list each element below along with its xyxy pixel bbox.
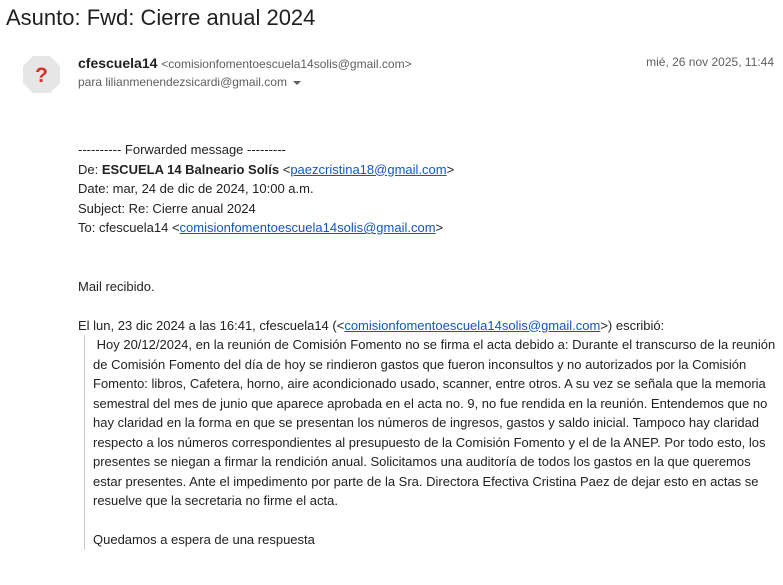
quote-line: respecto a los números correspondientes al presupuesto de la Comisión Fomento y el de la ANEP. Por todo esto, los xyxy=(93,434,766,450)
email-body xyxy=(78,140,778,550)
to-email-link[interactable]: comisionfomentoescuela14solis@gmail.com xyxy=(179,220,436,235)
quote-closing: Quedamos a espera de una respuesta xyxy=(93,532,315,547)
to-suffix: > xyxy=(435,220,444,235)
sender-line xyxy=(78,55,412,71)
forwarded-header: ---------- Forwarded message --------- xyxy=(78,142,286,157)
from-name: ESCUELA 14 Balneario Solís xyxy=(101,161,280,177)
quote-intro xyxy=(78,316,778,336)
email-date: mié, 26 nov 2025, 11:44 xyxy=(646,55,774,69)
quote-line: estar presentes. Ante el impedimento por parte de la Sra. Directora Efectiva Cristina Paez de dejar esto en actas se xyxy=(93,473,759,489)
forwarded-subject: Subject: Re: Cierre anual 2024 xyxy=(78,200,256,216)
to-prefix: To: cfescuela14 < xyxy=(78,220,180,235)
forwarded-date: Date: mar, 24 de dic de 2024, 10:00 a.m. xyxy=(78,181,314,196)
from-email-link[interactable]: paezcristina18@gmail.com xyxy=(290,161,447,177)
quote-line: resuelve que la secretaria no firme el acta. xyxy=(93,493,338,508)
quote-line: semestral del mes de junio que aparece aprobada en el acta no. 9, no fue rendida en la reunión. Entendemos que no xyxy=(93,395,768,411)
quote-line: Fomento: libros, Cafetera, horno, aire acondicionado usado, scanner, entre otros. A su vez se señala que la memoria xyxy=(93,376,766,391)
quote-intro-suffix: >) escribió: xyxy=(600,317,665,333)
from-email-open: < xyxy=(279,161,291,177)
show-details-dropdown-icon[interactable] xyxy=(293,81,301,85)
recipient-text: para lilianmenendezsicardi@gmail.com xyxy=(78,75,287,89)
svg-text:?: ? xyxy=(35,64,48,87)
forwarded-from xyxy=(78,160,778,180)
quote-line: de Comisión Fomento del día de hoy se rindieron gastos que fueron inconsultos y no autorizados por la Comisión xyxy=(93,356,747,372)
quote-line: presentes se niegan a firmar la rendición anual. Solicitamos una auditoría de todos los gastos en la que queremos xyxy=(93,454,751,469)
sender-avatar[interactable] xyxy=(22,55,61,94)
from-email-close: > xyxy=(446,161,455,177)
quote-line: Hoy 20/12/2024, en la reunión de Comisión Fomento no se firma el acta debido a: Durante el transcurso de la reunión xyxy=(93,337,776,352)
sender-name[interactable]: cfescuela14 xyxy=(78,55,158,71)
quote-intro-email-link[interactable]: comisionfomentoescuela14solis@gmail.com xyxy=(344,317,601,333)
reply-text: Mail recibido. xyxy=(78,278,155,294)
recipient-line xyxy=(78,75,301,89)
forwarded-to xyxy=(78,218,778,238)
email-subject: Asunto: Fwd: Cierre anual 2024 xyxy=(6,5,316,30)
sender-email: <comisionfomentoescuela14solis@gmail.com> xyxy=(161,57,412,71)
quoted-message xyxy=(84,335,775,550)
quote-intro-prefix: El lun, 23 dic 2024 a las 16:41, cfescuela14 (< xyxy=(78,317,345,333)
from-label: De: xyxy=(78,161,102,177)
question-mark-icon xyxy=(22,55,61,94)
quote-line: hay claridad en la forma en que se presentan los números de ingresos, gastos y saldo inicial. Tampoco hay claridad xyxy=(93,415,760,430)
